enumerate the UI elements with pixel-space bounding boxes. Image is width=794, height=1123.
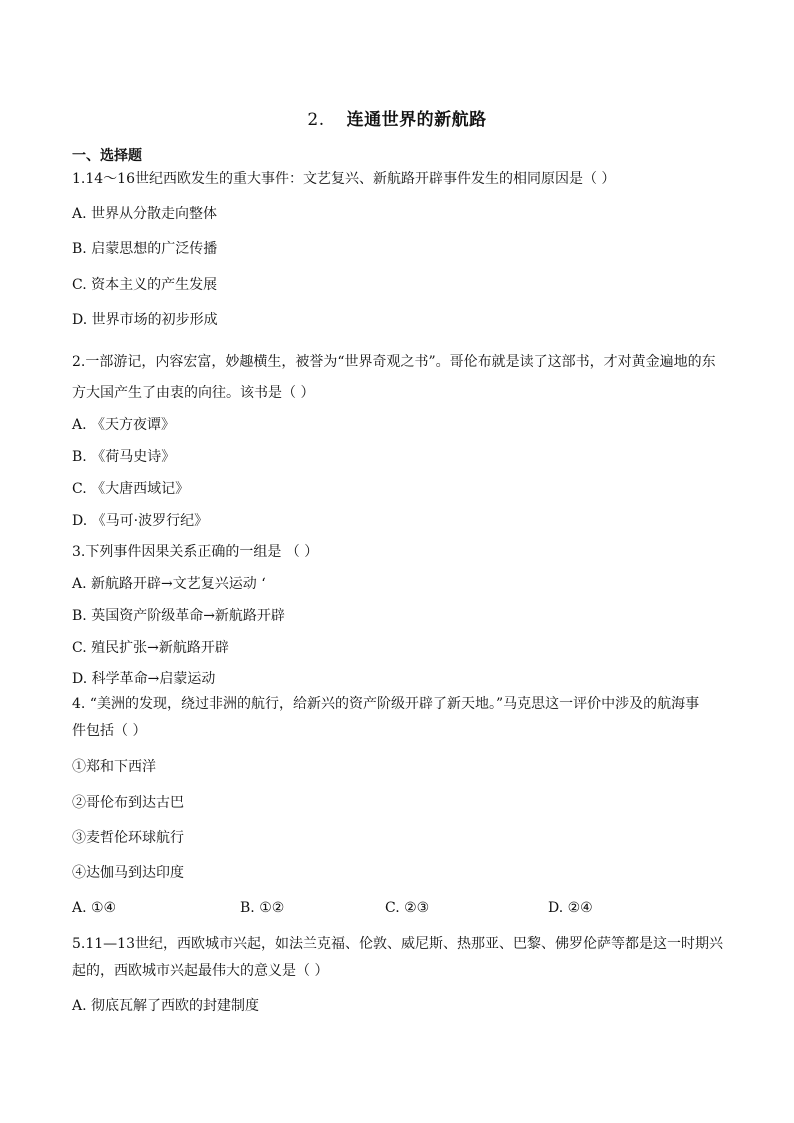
question-3-stem: 3.下列事件因果关系正确的一组是 （ ） <box>72 544 319 560</box>
question-2-stem-line-2: 方大国产生了由衷的向往。该书是（ ） <box>72 385 315 401</box>
question-2-option-b: B. 《荷马史诗》 <box>72 449 176 465</box>
question-3-option-c: C. 殖民扩张→新航路开辟 <box>72 640 229 656</box>
title-number: 2. <box>307 110 325 130</box>
question-4-option-a: A. ①④ <box>72 900 117 916</box>
question-4-stem-line-1: 4. “美洲的发现，绕过非洲的航行，给新兴的资产阶级开辟了新天地。”马克思这一评价中涉及的航海事 <box>72 696 700 712</box>
question-4-stem-line-2: 件包括（ ） <box>72 723 147 739</box>
question-2-option-a: A. 《天方夜谭》 <box>72 417 176 433</box>
section-heading: 一、选择题 <box>72 148 142 164</box>
question-1-option-a: A. 世界从分散走向整体 <box>72 206 218 222</box>
question-4-option-d: D. ②④ <box>548 900 593 916</box>
question-4-option-c: C. ②③ <box>385 900 430 916</box>
question-2-stem-line-1: 2.一部游记，内容宏富，妙趣横生，被誉为“世界奇观之书”。哥伦布就是读了这部书，才对黄金遍地的东 <box>72 354 716 370</box>
question-4-item-4: ④达伽马到达印度 <box>72 865 184 881</box>
question-2-option-c: C. 《大唐西域记》 <box>72 481 190 497</box>
question-4-item-1: ①郑和下西洋 <box>72 759 156 775</box>
question-1-option-d: D. 世界市场的初步形成 <box>72 312 218 328</box>
question-3-option-d: D. 科学革命→启蒙运动 <box>72 671 216 687</box>
question-4-option-b: B. ①② <box>240 900 285 916</box>
question-4-item-2: ②哥伦布到达古巴 <box>72 795 184 811</box>
title-text: 连通世界的新航路 <box>346 110 487 130</box>
question-4-item-3: ③麦哲伦环球航行 <box>72 830 184 846</box>
question-5-stem-line-2: 起的，西欧城市兴起最伟大的意义是（ ） <box>72 963 329 979</box>
question-5-stem-line-1: 5.11—13世纪，西欧城市兴起，如法兰克福、伦敦、威尼斯、热那亚、巴黎、佛罗伦萨等都是这一时期兴 <box>72 936 723 952</box>
question-1-stem: 1.14～16世纪西欧发生的重大事件：文艺复兴、新航路开辟事件发生的相同原因是（ ） <box>72 171 616 187</box>
question-5-option-a: A. 彻底瓦解了西欧的封建制度 <box>72 998 260 1014</box>
question-2-option-d: D. 《马可·波罗行纪》 <box>72 513 209 529</box>
page-title <box>0 105 794 130</box>
question-3-option-a: A. 新航路开辟→文艺复兴运动 ‘ <box>72 576 266 592</box>
question-3-option-b: B. 英国资产阶级革命→新航路开辟 <box>72 608 285 624</box>
question-1-option-b: B. 启蒙思想的广泛传播 <box>72 241 218 257</box>
question-1-option-c: C. 资本主义的产生发展 <box>72 277 218 293</box>
